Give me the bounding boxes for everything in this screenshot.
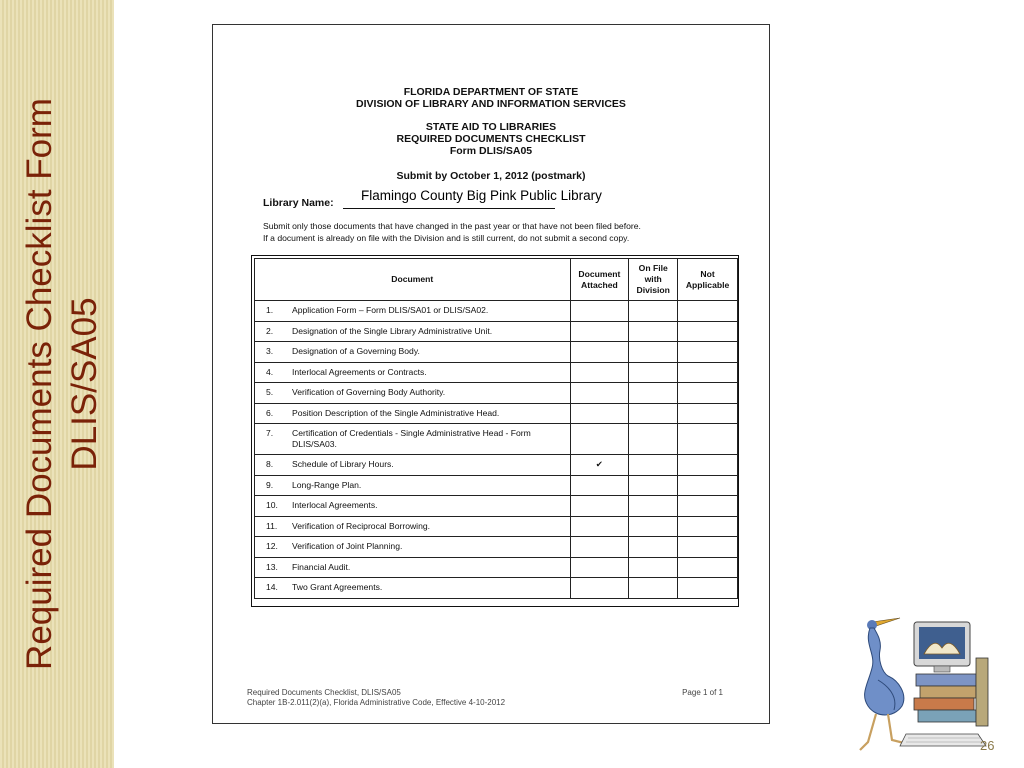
- program-name: STATE AID TO LIBRARIES: [425, 121, 557, 133]
- books-stack-icon: [914, 658, 988, 726]
- document-description: Financial Audit.: [292, 561, 351, 572]
- row-number: 8.: [266, 459, 274, 470]
- on-file-checkbox-cell[interactable]: [629, 475, 678, 496]
- col-header-not-applicable: Not Applicable: [678, 259, 738, 301]
- attached-checkbox-cell[interactable]: [570, 424, 629, 455]
- attached-checkbox-cell[interactable]: [570, 475, 629, 496]
- slide-title: [0, 0, 114, 768]
- table-row: [255, 557, 738, 578]
- agency-name: FLORIDA DEPARTMENT OF STATE: [403, 86, 579, 98]
- checklist-form: [212, 24, 770, 724]
- document-cell: [255, 383, 571, 404]
- not-applicable-checkbox-cell[interactable]: [678, 578, 738, 599]
- table-row: [255, 578, 738, 599]
- document-cell: [255, 516, 571, 537]
- attached-checkbox-cell[interactable]: [570, 516, 629, 537]
- not-applicable-checkbox-cell[interactable]: [678, 496, 738, 517]
- heron-icon: [860, 618, 908, 750]
- row-number: 9.: [266, 479, 274, 490]
- row-number: 3.: [266, 346, 274, 357]
- document-description: Interlocal Agreements or Contracts.: [292, 366, 427, 377]
- row-number: 11.: [266, 520, 278, 531]
- form-id: Form DLIS/SA05: [449, 145, 533, 157]
- attached-checkbox-cell[interactable]: [570, 537, 629, 558]
- row-number: 2.: [266, 325, 274, 336]
- not-applicable-checkbox-cell[interactable]: [678, 383, 738, 404]
- table-header-row: [255, 259, 738, 301]
- document-cell: [255, 557, 571, 578]
- document-cell: [255, 455, 571, 476]
- on-file-checkbox-cell[interactable]: [629, 362, 678, 383]
- on-file-checkbox-cell[interactable]: [629, 537, 678, 558]
- attached-checkbox-cell[interactable]: [570, 321, 629, 342]
- not-applicable-checkbox-cell[interactable]: [678, 301, 738, 322]
- document-description: Application Form – Form DLIS/SA01 or DLIS/SA02.: [292, 305, 489, 316]
- document-cell: [255, 537, 571, 558]
- not-applicable-checkbox-cell[interactable]: [678, 537, 738, 558]
- on-file-checkbox-cell[interactable]: [629, 578, 678, 599]
- col-header-document: Document: [255, 259, 571, 301]
- table-row: [255, 516, 738, 537]
- col-header-on-file: On File with Division: [629, 259, 678, 301]
- on-file-checkbox-cell[interactable]: [629, 516, 678, 537]
- on-file-checkbox-cell[interactable]: [629, 455, 678, 476]
- col-header-attached: Document Attached: [570, 259, 629, 301]
- row-number: 12.: [266, 541, 278, 552]
- not-applicable-checkbox-cell[interactable]: [678, 342, 738, 363]
- not-applicable-checkbox-cell[interactable]: [678, 516, 738, 537]
- form-title: REQUIRED DOCUMENTS CHECKLIST: [396, 133, 586, 145]
- footer-form-name: Required Documents Checklist, DLIS/SA05: [247, 688, 401, 697]
- footer-citation: Chapter 1B-2.011(2)(a), Florida Administrative Code, Effective 4-10-2012: [247, 698, 506, 707]
- attached-checkbox-cell[interactable]: [570, 578, 629, 599]
- slide-title-line2: DLIS/SA05: [65, 297, 104, 471]
- table-row: [255, 342, 738, 363]
- on-file-checkbox-cell[interactable]: [629, 496, 678, 517]
- heron-computer-books-clipart: [842, 614, 995, 756]
- on-file-checkbox-cell[interactable]: [629, 383, 678, 404]
- document-description: Long-Range Plan.: [292, 479, 362, 490]
- attached-checkbox-cell[interactable]: [570, 557, 629, 578]
- on-file-checkbox-cell[interactable]: [629, 321, 678, 342]
- attached-checkbox-cell[interactable]: [570, 301, 629, 322]
- document-description: Two Grant Agreements.: [292, 582, 383, 593]
- document-description: Interlocal Agreements.: [292, 500, 378, 511]
- keyboard-icon: [900, 734, 986, 746]
- not-applicable-checkbox-cell[interactable]: [678, 403, 738, 424]
- documents-table: [254, 258, 738, 599]
- attached-checkbox-cell[interactable]: [570, 496, 629, 517]
- table-row: [255, 321, 738, 342]
- row-number: 5.: [266, 387, 274, 398]
- attached-checkbox-cell[interactable]: [570, 403, 629, 424]
- document-description: Designation of a Governing Body.: [292, 346, 420, 357]
- document-cell: [255, 424, 571, 455]
- document-description: Verification of Reciprocal Borrowing.: [292, 520, 431, 531]
- slide-number: 26: [980, 738, 995, 753]
- row-number: 1.: [266, 305, 274, 316]
- not-applicable-checkbox-cell[interactable]: [678, 362, 738, 383]
- document-cell: [255, 475, 571, 496]
- document-cell: [255, 403, 571, 424]
- document-cell: [255, 321, 571, 342]
- library-name-field[interactable]: Flamingo County Big Pink Public Library: [361, 188, 602, 203]
- document-description: Position Description of the Single Administrative Head.: [292, 407, 500, 418]
- not-applicable-checkbox-cell[interactable]: [678, 424, 738, 455]
- page-indicator: Page 1 of 1: [682, 688, 723, 697]
- document-description: Verification of Joint Planning.: [292, 541, 403, 552]
- attached-checkbox-cell[interactable]: ✔: [570, 455, 629, 476]
- not-applicable-checkbox-cell[interactable]: [678, 455, 738, 476]
- library-name-label: Library Name:: [263, 197, 334, 209]
- row-number: 13.: [266, 561, 278, 572]
- document-cell: [255, 362, 571, 383]
- table-row: [255, 383, 738, 404]
- not-applicable-checkbox-cell[interactable]: [678, 321, 738, 342]
- submission-deadline: Submit by October 1, 2012 (postmark): [396, 170, 586, 182]
- attached-checkbox-cell[interactable]: [570, 342, 629, 363]
- table-row: [255, 301, 738, 322]
- not-applicable-checkbox-cell[interactable]: [678, 475, 738, 496]
- document-cell: [255, 342, 571, 363]
- on-file-checkbox-cell[interactable]: [629, 557, 678, 578]
- document-cell: [255, 578, 571, 599]
- row-number: 14.: [266, 582, 278, 593]
- document-description: Schedule of Library Hours.: [292, 459, 394, 470]
- document-description: Verification of Governing Body Authority.: [292, 387, 446, 398]
- on-file-checkbox-cell[interactable]: [629, 342, 678, 363]
- slide-title-line1: Required Documents Checklist Form: [20, 98, 59, 670]
- attached-checkbox-cell[interactable]: [570, 383, 629, 404]
- computer-monitor-icon: [914, 622, 970, 672]
- table-row: [255, 496, 738, 517]
- document-cell: [255, 301, 571, 322]
- table-row: [255, 362, 738, 383]
- table-row: [255, 403, 738, 424]
- row-number: 7.: [266, 428, 274, 438]
- on-file-checkbox-cell[interactable]: [629, 301, 678, 322]
- row-number: 10.: [266, 500, 278, 511]
- instructions-line2: If a document is already on file with the Division and is still current, do not submit a second copy.: [263, 233, 630, 243]
- library-name-underline: [343, 208, 555, 209]
- table-row: [255, 424, 738, 455]
- document-description: Certification of Credentials - Single Administrative Head - Form DLIS/SA03.: [292, 428, 531, 449]
- documents-table-frame: [251, 255, 739, 607]
- attached-checkbox-cell[interactable]: [570, 362, 629, 383]
- on-file-checkbox-cell[interactable]: [629, 424, 678, 455]
- document-description: Designation of the Single Library Administrative Unit.: [292, 325, 493, 336]
- table-row: [255, 537, 738, 558]
- row-number: 6.: [266, 407, 274, 418]
- row-number: 4.: [266, 366, 274, 377]
- document-cell: [255, 496, 571, 517]
- on-file-checkbox-cell[interactable]: [629, 403, 678, 424]
- instructions-line1: Submit only those documents that have changed in the past year or that have not been filed before.: [263, 221, 641, 231]
- table-row: [255, 455, 738, 476]
- not-applicable-checkbox-cell[interactable]: [678, 557, 738, 578]
- division-name: DIVISION OF LIBRARY AND INFORMATION SERVICES: [356, 98, 626, 110]
- table-row: [255, 475, 738, 496]
